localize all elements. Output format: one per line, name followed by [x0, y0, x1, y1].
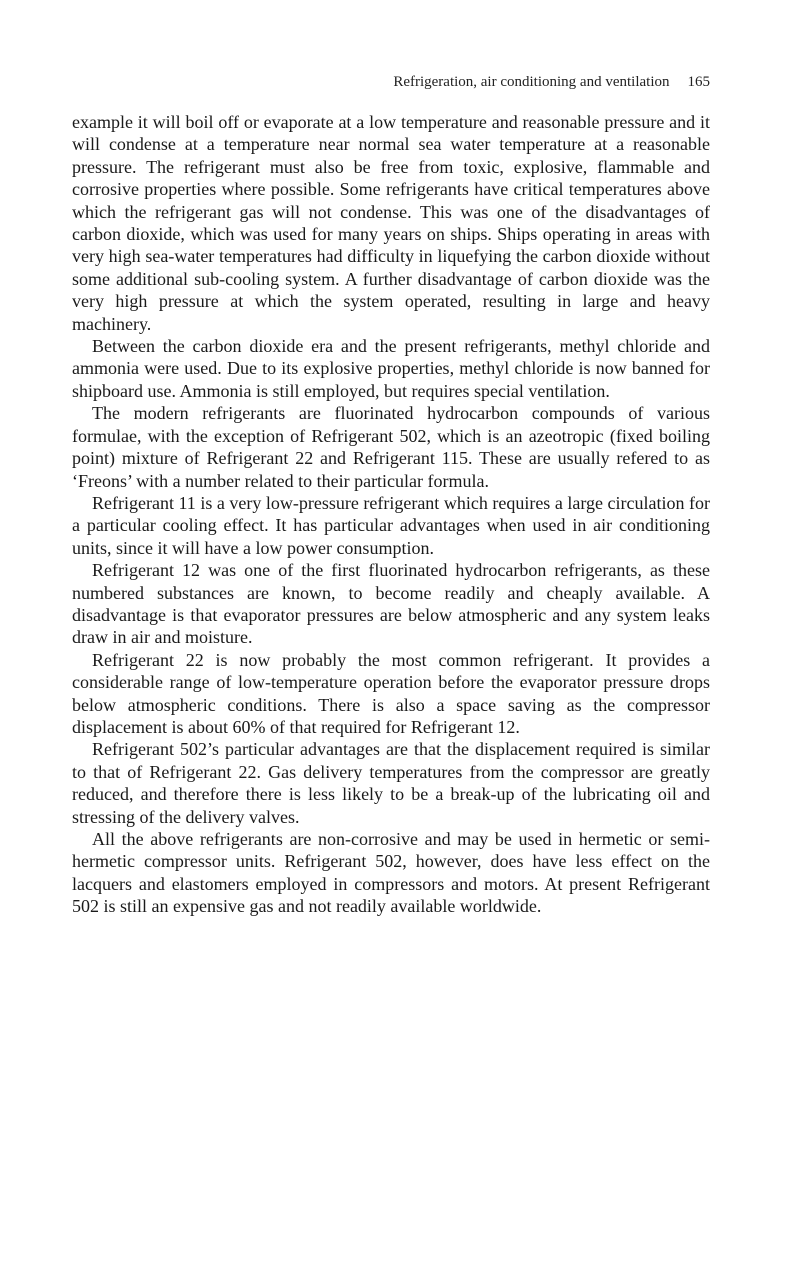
paragraph-refrigerant-502: Refrigerant 502’s particular advantages are that the displacement required is similar to that of Refrigerant 22. Gas delivery temperatures from the compressor are greatly reduced, and therefore there is less likely to be a break-up of the lubricating oil and stressing of the delivery valves. — [72, 739, 710, 827]
paragraph-refrigerant-22: Refrigerant 22 is now probably the most common refrigerant. It provides a considerable range of low-temperature operation before the evaporator pressure drops below atmospheric conditions. There is also a space saving as the compressor displacement is about 60% of that required for Refrigerant 12. — [72, 649, 710, 737]
paragraph-refrigerant-12: Refrigerant 12 was one of the first fluorinated hydrocarbon refrigerants, as these numbered substances are known, to become readily and cheaply available. A disadvantage is that evaporator pressures are below atmospheric and any system leaks draw in air and moisture. — [72, 560, 710, 648]
body-text — [72, 111, 710, 918]
running-head-title: Refrigeration, air conditioning and ventilation — [393, 74, 670, 90]
paragraph-modern-refrigerants: The modern refrigerants are fluorinated hydrocarbon compounds of various formulae, with the exception of Refrigerant 502, which is an azeotropic (fixed boiling point) mixture of Refrigerant 22 and Refrigerant 115. These are usually refered to as ‘Freons’ with a number related to their particular formula. — [72, 403, 710, 491]
paragraph-methyl-chloride-ammonia: Between the carbon dioxide era and the present refrigerants, methyl chloride and ammonia were used. Due to its explosive properties, methyl chloride is now banned for shipboard use. Ammonia is still employed, but requires special ventilation. — [72, 336, 710, 401]
page-number: 165 — [687, 74, 710, 90]
running-head — [72, 72, 710, 92]
paragraph-non-corrosive: All the above refrigerants are non-corrosive and may be used in hermetic or semi-hermetic compressor units. Refrigerant 502, however, does have less effect on the lacquers and elastomers employed in compressors and motors. At present Refrigerant 502 is still an expensive gas and not readily available worldwide. — [72, 829, 710, 917]
paragraph-refrigerant-11: Refrigerant 11 is a very low-pressure refrigerant which requires a large circulation for a particular cooling effect. It has particular advantages when used in air conditioning units, since it will have a low power consumption. — [72, 492, 710, 558]
paragraph-continued: example it will boil off or evaporate at a low temperature and reasonable pressure and it will condense at a temperature near normal sea water temperature at a reasonable pressure. The refrigerant must also be free from toxic, explosive, flammable and corrosive properties where possible. Some refrigerants have critical temperatures above which the refrigerant gas will not condense. This was one of the disadvantages of carbon dioxide, which was used for many years on ships. Ships operating in areas with very high sea-water temperatures had difficulty in liquefying the carbon dioxide without some additional sub-cooling system. A further disadvantage of carbon dioxide was the very high pressure at which the system operated, resulting in large and heavy machinery. — [72, 112, 710, 334]
